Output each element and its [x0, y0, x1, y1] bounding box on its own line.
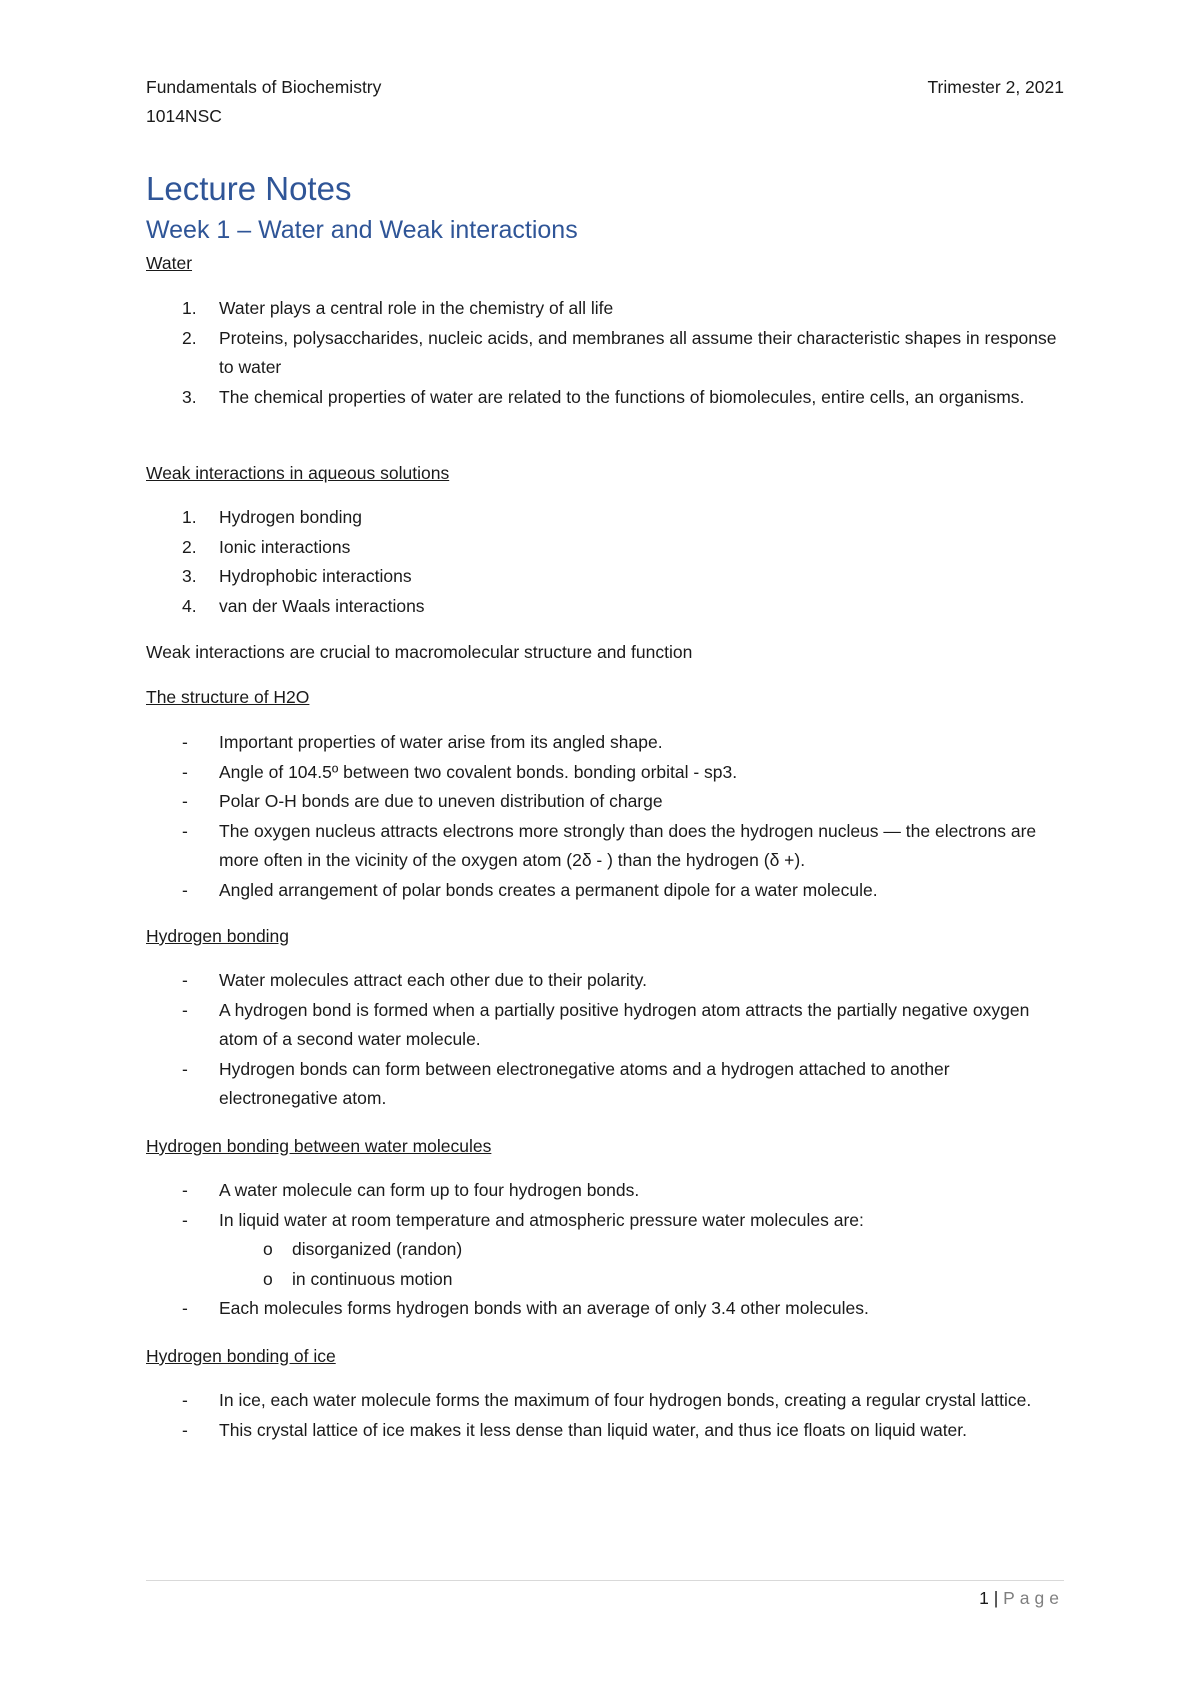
footer-divider — [146, 1580, 1064, 1581]
section-heading-hbond-water: Hydrogen bonding between water molecules — [146, 1136, 492, 1156]
section-heading-water: Water — [146, 253, 193, 273]
list-item: 4. van der Waals interactions — [182, 595, 425, 616]
list-item: o disorganized (randon) — [263, 1239, 463, 1259]
list-item: - Each molecules forms hydrogen bonds with an average of only 3.4 other molecules. — [182, 1298, 869, 1318]
list-item: - Hydrogen bonds can form between electronegative atoms and a hydrogen attached to another electronegative atom. — [182, 1058, 950, 1108]
list-item: - A hydrogen bond is formed when a partially positive hydrogen atom attracts the partially negative oxygen atom of a second water molecule. — [182, 999, 1030, 1049]
list-item: 3. The chemical properties of water are related to the functions of biomolecules, entire cells, an organisms. — [182, 386, 1025, 407]
list-item: 2. Ionic interactions — [182, 536, 351, 557]
list-item: 2. Proteins, polysaccharides, nucleic acids, and membranes all assume their characteristic shapes in response to water — [182, 327, 1057, 377]
list-item: - This crystal lattice of ice makes it less dense than liquid water, and thus ice floats on liquid water. — [182, 1419, 968, 1440]
list-item: 1. Hydrogen bonding — [182, 507, 363, 527]
weak-list — [146, 503, 1064, 621]
page-title: Lecture Notes — [146, 170, 352, 207]
weak-note: Weak interactions are crucial to macromolecular structure and function — [146, 642, 693, 662]
page-number: 1 — [979, 1588, 989, 1608]
list-item: - Important properties of water arise from its angled shape. — [182, 732, 663, 752]
page-word: Page — [1003, 1588, 1064, 1608]
term: Trimester 2, 2021 — [927, 77, 1064, 97]
list-item: - Water molecules attract each other due to their polarity. — [182, 970, 647, 990]
section-heading-hbond: Hydrogen bonding — [146, 926, 290, 946]
structure-list — [146, 728, 1064, 905]
list-item: 3. Hydrophobic interactions — [182, 566, 412, 586]
page-subtitle: Week 1 – Water and Weak interactions — [146, 216, 578, 244]
list-item: - The oxygen nucleus attracts electrons more strongly than does the hydrogen nucleus — the electrons are more often in the vicinity of the oxygen atom (2δ - ) than the hydrogen (δ +). — [182, 820, 1037, 870]
page-footer — [979, 1586, 1064, 1610]
ice-list — [146, 1386, 1064, 1445]
footer-separator: | — [993, 1588, 999, 1608]
hbond-water-list — [146, 1176, 1064, 1324]
section-heading-weak: Weak interactions in aqueous solutions — [146, 463, 450, 483]
list-item: - In liquid water at room temperature and atmospheric pressure water molecules are: — [182, 1209, 864, 1230]
course-name: Fundamentals of Biochemistry — [146, 77, 382, 97]
course-code: 1014NSC — [146, 106, 222, 126]
list-item: - A water molecule can form up to four hydrogen bonds. — [182, 1180, 640, 1200]
water-list — [146, 294, 1064, 412]
list-item: - Polar O-H bonds are due to uneven distribution of charge — [182, 791, 663, 811]
list-item: o in continuous motion — [263, 1268, 453, 1289]
list-item: - Angle of 104.5º between two covalent bonds. bonding orbital - sp3. — [182, 761, 738, 782]
section-heading-ice: Hydrogen bonding of ice — [146, 1346, 336, 1366]
hbond-list — [146, 966, 1064, 1114]
list-item: 1. Water plays a central role in the chemistry of all life — [182, 298, 614, 318]
list-item: - Angled arrangement of polar bonds creates a permanent dipole for a water molecule. — [182, 879, 878, 900]
list-item: - In ice, each water molecule forms the maximum of four hydrogen bonds, creating a regular crystal lattice. — [182, 1390, 1032, 1410]
section-heading-structure: The structure of H2O — [146, 687, 310, 707]
